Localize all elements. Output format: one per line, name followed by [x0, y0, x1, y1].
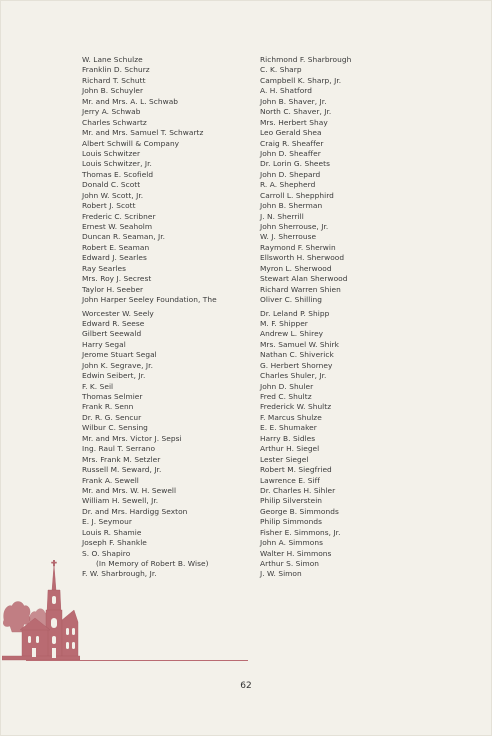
- donor-name: Dr. Charles H. Sihler: [260, 485, 336, 495]
- donor-name: Duncan R. Seaman, Jr.: [82, 232, 166, 242]
- donor-name: F. Marcus Shulze: [260, 412, 322, 422]
- donor-name: Charles Shuler, Jr.: [260, 371, 327, 381]
- donor-name: Mr. and Mrs. Samuel T. Schwartz: [82, 128, 204, 138]
- donor-name: Frank A. Sewell: [82, 475, 139, 485]
- donor-name: John W. Scott, Jr.: [82, 190, 144, 200]
- donor-name: Robert J. Scott: [82, 201, 136, 211]
- donor-name: Thomas E. Scofield: [82, 169, 154, 179]
- donor-name: Richard Warren Shien: [260, 284, 341, 294]
- donor-name: Richard T. Schutt: [82, 75, 146, 85]
- donor-name: Philip Silverstein: [260, 496, 323, 506]
- donor-name: Nathan C. Shiverick: [260, 350, 334, 360]
- donor-name: John D. Shuler: [260, 381, 314, 391]
- donor-name: F. W. Sharbrough, Jr.: [82, 569, 157, 579]
- donor-name: John A. Simmons: [260, 538, 323, 548]
- donor-list-left: [82, 55, 217, 580]
- donor-name: Dr. and Mrs. Hardigg Sexton: [82, 506, 188, 516]
- donor-name: Arthur H. Siegel: [260, 444, 320, 454]
- donor-name: Leo Gerald Shea: [260, 128, 322, 138]
- donor-name: John B. Sherman: [260, 201, 323, 211]
- donor-name: Dr. Lorin G. Sheets: [260, 159, 330, 169]
- donor-name: Oliver C. Shilling: [260, 295, 322, 305]
- donor-name: Wilbur C. Sensing: [82, 423, 148, 433]
- donor-name: Edwin Seibert, Jr.: [82, 371, 146, 381]
- donor-name: A. H. Shatford: [260, 86, 312, 96]
- donor-name: J. N. Sherrill: [260, 211, 304, 221]
- donor-name: Jerome Stuart Segal: [82, 350, 157, 360]
- donor-name: Lawrence E. Siff: [260, 475, 320, 485]
- donor-name: Craig R. Sheaffer: [260, 138, 324, 148]
- donor-name: Louis R. Shamie: [82, 527, 142, 537]
- donor-name: Edward R. Seese: [82, 318, 145, 328]
- donor-name: Mrs. Herbert Shay: [260, 117, 328, 127]
- donor-name: Albert Schwill & Company: [82, 138, 180, 148]
- donor-name: C. K. Sharp: [260, 65, 302, 75]
- donor-list-right: [260, 55, 351, 580]
- donor-name: Gilbert Seewald: [82, 329, 142, 339]
- donor-name: Stewart Alan Sherwood: [260, 274, 348, 284]
- donor-name: William H. Sewell, Jr.: [82, 496, 159, 506]
- donor-name: Dr. Leland P. Shipp: [260, 308, 330, 318]
- donor-name: George B. Simmonds: [260, 506, 339, 516]
- donor-name: Jerry A. Schwab: [82, 107, 141, 117]
- donor-name: R. A. Shepherd: [260, 180, 316, 190]
- donor-name: John Harper Seeley Foundation, The: [82, 295, 217, 305]
- donor-name: E. J. Seymour: [82, 517, 132, 527]
- donor-name: Mrs. Samuel W. Shirk: [260, 339, 339, 349]
- donor-name: Dr. R. G. Sencur: [82, 412, 142, 422]
- donor-name: Donald C. Scott: [82, 180, 141, 190]
- donor-name: Fisher E. Simmons, Jr.: [260, 527, 341, 537]
- donor-name: Edward J. Searles: [82, 253, 147, 263]
- donor-name: Philip Simmonds: [260, 517, 322, 527]
- donor-name: John B. Schuyler: [82, 86, 144, 96]
- donor-name: Mrs. Frank M. Setzler: [82, 454, 161, 464]
- donor-name: Ing. Raul T. Serrano: [82, 444, 156, 454]
- donor-name: Frederick W. Shultz: [260, 402, 332, 412]
- donor-name: Mr. and Mrs. W. H. Sewell: [82, 485, 177, 495]
- donor-name: Fred C. Shultz: [260, 392, 312, 401]
- donor-name: Mr. and Mrs. Victor J. Sepsi: [82, 433, 182, 443]
- donor-name: Franklin D. Schurz: [82, 65, 150, 75]
- donor-name: W. Lane Schulze: [82, 55, 143, 64]
- donor-name: M. F. Shipper: [260, 318, 308, 328]
- donor-name: Myron L. Sherwood: [260, 263, 332, 273]
- donor-name: Thomas Selmier: [82, 392, 143, 401]
- page-number: 62: [240, 681, 252, 691]
- donor-name: Arthur S. Simon: [260, 559, 320, 568]
- donor-name: John K. Segrave, Jr.: [82, 360, 153, 370]
- donor-name: Lester Siegel: [260, 454, 309, 464]
- donor-name: Robert E. Seaman: [82, 242, 150, 252]
- donor-name: Mr. and Mrs. A. L. Schwab: [82, 96, 179, 106]
- donor-name: G. Herbert Shorney: [260, 360, 333, 370]
- divider-rule: [26, 660, 248, 661]
- donor-name: Andrew L. Shirey: [260, 329, 324, 339]
- donor-name: Louis Schwitzer, Jr.: [82, 159, 152, 169]
- donor-name: Ernest W. Seaholm: [82, 222, 153, 231]
- donor-name: Taylor H. Seeber: [82, 284, 144, 294]
- donor-name: Richmond F. Sharbrough: [260, 55, 352, 64]
- donor-name: F. K. Seil: [82, 381, 114, 391]
- donor-name: Charles Schwartz: [82, 117, 147, 127]
- donor-name: E. E. Shumaker: [260, 423, 317, 433]
- donor-name: John B. Shaver, Jr.: [260, 96, 327, 106]
- donor-name: S. O. Shapiro: [82, 548, 131, 558]
- donor-name: John D. Sheaffer: [260, 148, 321, 158]
- donor-name: Joseph F. Shankle: [82, 538, 147, 548]
- church-illustration-icon: [2, 560, 80, 662]
- donor-name: Ray Searles: [82, 263, 127, 273]
- donor-name: Raymond F. Sherwin: [260, 242, 336, 252]
- donor-name: Carroll L. Shepphird: [260, 190, 334, 200]
- donor-name: Worcester W. Seely: [82, 308, 154, 318]
- donor-name: Frank R. Senn: [82, 402, 134, 412]
- donor-name: (In Memory of Robert B. Wise): [96, 559, 209, 568]
- donor-name: Robert M. Siegfried: [260, 465, 332, 475]
- donor-name: J. W. Simon: [260, 569, 302, 579]
- donor-name: Louis Schwitzer: [82, 148, 141, 158]
- donor-name: W. J. Sherrouse: [260, 232, 317, 242]
- donor-name: Harry B. Sidles: [260, 433, 316, 443]
- donor-name: Ellsworth H. Sherwood: [260, 253, 345, 263]
- donor-name: John Sherrouse, Jr.: [260, 222, 329, 231]
- donor-name: John D. Shepard: [260, 169, 321, 179]
- donor-name: Russell M. Seward, Jr.: [82, 465, 162, 475]
- donor-name: Campbell K. Sharp, Jr.: [260, 75, 342, 85]
- donor-name: Walter H. Simmons: [260, 548, 332, 558]
- donor-name: Mrs. Roy J. Secrest: [82, 274, 152, 284]
- donor-name: Frederic C. Scribner: [82, 211, 156, 221]
- donor-name: Harry Segal: [82, 339, 126, 349]
- donor-name: North C. Shaver, Jr.: [260, 107, 332, 117]
